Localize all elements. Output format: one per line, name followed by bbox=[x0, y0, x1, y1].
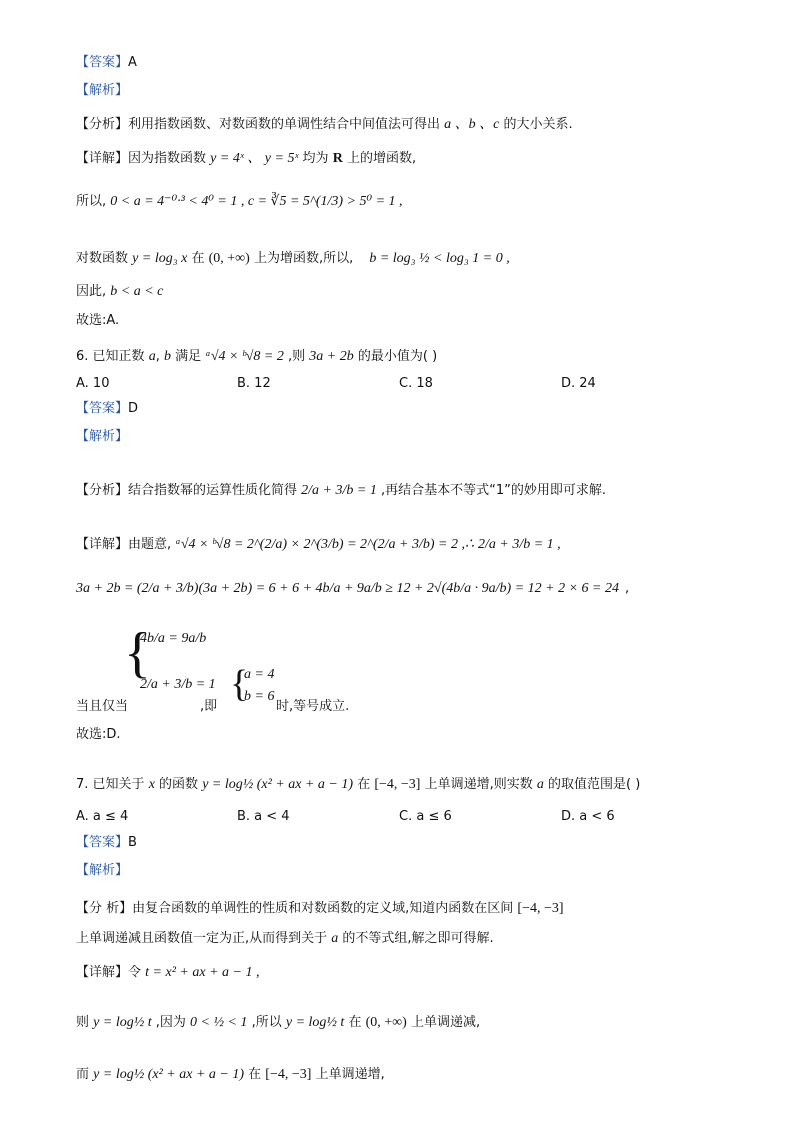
q7-detail-line: 【详解】令 t = x² + ax + a − 1 , bbox=[76, 965, 260, 980]
q5-analysis-tag: 【解析】 bbox=[76, 83, 129, 98]
q7-analysis-tag: 【解析】 bbox=[76, 863, 129, 878]
q5-fenxi-line: 【分析】利用指数函数、对数函数的单调性结合中间值法可得出 a 、b 、c 的大小关系. bbox=[76, 117, 573, 132]
q5-line4: 因此, b < a < c bbox=[76, 284, 164, 299]
q7-line2: 则 y = log½ t ,因为 0 < ½ < 1 ,所以 y = log½ t 在 (0, +∞) 上单调递减, bbox=[76, 1015, 481, 1030]
q6-condition-end: 时,等号成立. bbox=[276, 699, 350, 714]
q7-option-d: D. a < 6 bbox=[561, 809, 615, 824]
q7-line3: 而 y = log½ (x² + ax + a − 1) 在 [−4, −3] 上单调递增, bbox=[76, 1067, 385, 1082]
q7-option-a: A. a ≤ 4 bbox=[76, 809, 129, 824]
q7-fenxi-line1: 【分 析】由复合函数的单调性的性质和对数函数的定义域,知道内函数在区间 [−4, −3] bbox=[76, 901, 564, 916]
q6-inequality: 3a + 2b = (2/a + 3/b)(3a + 2b) = 6 + 6 + 4b/a + 9a/b ≥ 12 + 2√(4b/a · 9a/b) = 12 + 2 × 6 = 24 , bbox=[76, 581, 630, 596]
answer-tag: 【答案】 bbox=[76, 55, 129, 70]
q7-stem: 7. 已知关于 x 的函数 y = log½ (x² + ax + a − 1) 在 [−4, −3] 上单调递增,则实数 a 的取值范围是( ) bbox=[76, 777, 641, 792]
q7-answer-line: 【答案】B bbox=[76, 835, 137, 850]
q6-option-a: A. 10 bbox=[76, 376, 110, 391]
q6-detail-line: 【详解】由题意, ᵃ√4 × ᵇ√8 = 2^(2/a) × 2^(3/b) = 2^(2/a + 3/b) = 2 ,∴ 2/a + 3/b = 1 , bbox=[76, 537, 561, 552]
q6-choose: 故选:D. bbox=[76, 727, 121, 742]
q6-option-d: D. 24 bbox=[561, 376, 596, 391]
cond-eq-1: 4b/a = 9a/b bbox=[140, 631, 207, 646]
q5-line2: 所以, 0 < a = 4⁻⁰·³ < 4⁰ = 1 , c = ∛5 = 5^(1/3) > 5⁰ = 1 , bbox=[76, 194, 403, 209]
q5-detail-line: 【详解】因为指数函数 y = 4ˣ 、 y = 5ˣ 均为 R 上的增函数, bbox=[76, 151, 417, 166]
system-brace-left: { bbox=[124, 622, 151, 684]
q7-fenxi-line2: 上单调递减且函数值一定为正,从而得到关于 a 的不等式组,解之即可得解. bbox=[76, 931, 494, 946]
q6-stem: 6. 已知正数 a, b 满足 ᵃ√4 × ᵇ√8 = 2 ,则 3a + 2b 的最小值为( ) bbox=[76, 349, 438, 364]
q6-condition-line: 当且仅当 bbox=[76, 699, 129, 714]
q6-condition-mid: ,即 bbox=[200, 699, 218, 714]
q5-answer-line bbox=[76, 54, 137, 72]
q6-option-c: C. 18 bbox=[399, 376, 433, 391]
cond-eq-2: 2/a + 3/b = 1 bbox=[140, 677, 216, 692]
cond-eq-4: b = 6 bbox=[244, 689, 275, 704]
system-brace-right: { bbox=[230, 663, 249, 705]
cond-eq-3: a = 4 bbox=[244, 667, 275, 682]
q5-choose: 故选:A. bbox=[76, 313, 120, 328]
q6-option-b: B. 12 bbox=[237, 376, 271, 391]
q5-line3: 对数函数 y = log₃ x 在 (0, +∞) 上为增函数,所以, b = log₃ ½ < log₃ 1 = 0 , bbox=[76, 251, 510, 266]
q7-option-c: C. a ≤ 6 bbox=[399, 809, 452, 824]
q7-option-b: B. a < 4 bbox=[237, 809, 290, 824]
q6-fenxi-line: 【分析】结合指数幂的运算性质化简得 2/a + 3/b = 1 ,再结合基本不等式“1”的妙用即可求解. bbox=[76, 483, 607, 498]
q6-analysis-tag: 【解析】 bbox=[76, 429, 129, 444]
q6-answer-line: 【答案】D bbox=[76, 401, 139, 416]
answer-value: A bbox=[128, 55, 137, 70]
